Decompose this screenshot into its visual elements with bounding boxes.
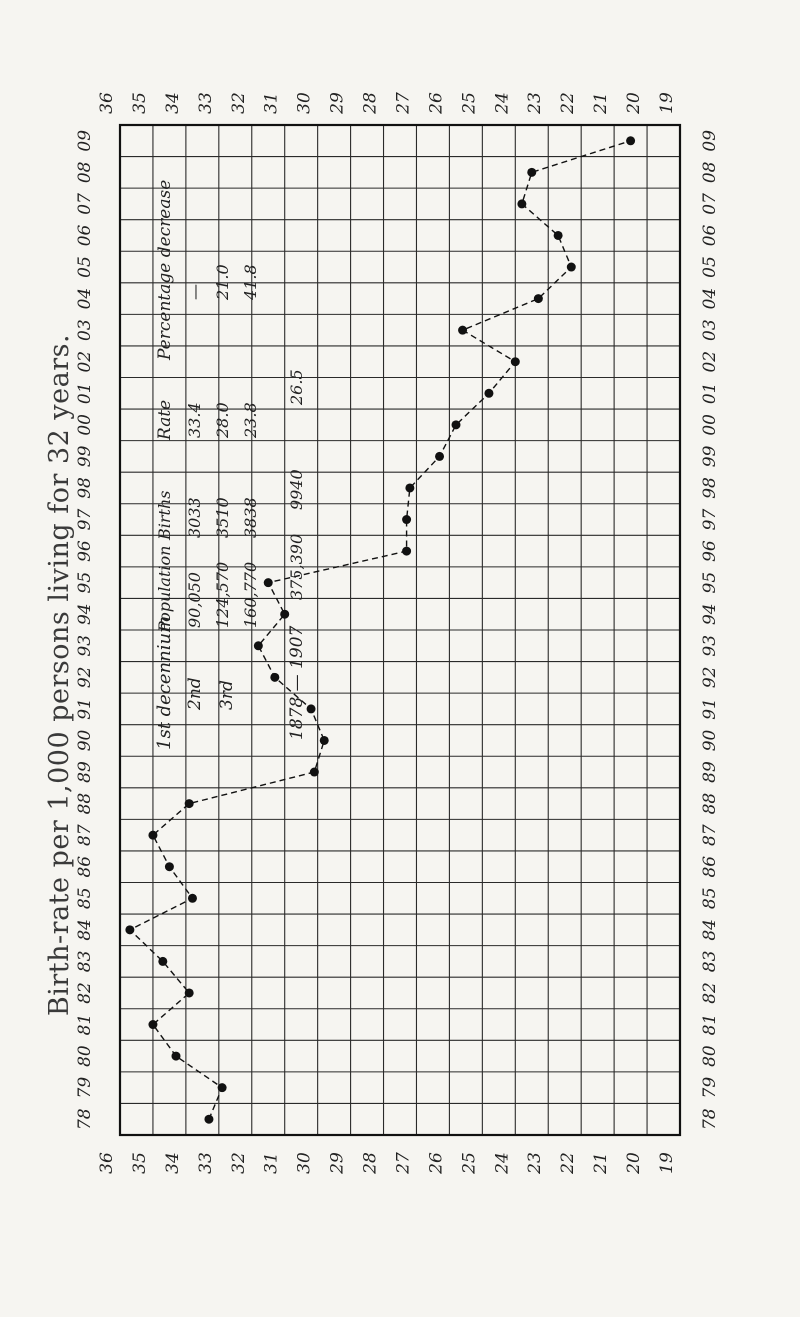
year-tick-label: 01: [75, 382, 95, 405]
rate-tick-label: 34: [162, 92, 183, 114]
year-tick-label: 09: [700, 129, 720, 152]
legend-rate-heading: Rate: [155, 399, 175, 440]
year-tick-label: 81: [75, 1013, 95, 1036]
year-tick-label: 89: [700, 761, 720, 783]
year-tick-label: 95: [700, 571, 720, 594]
legend-summary-births: 9940: [287, 469, 306, 510]
data-point: [165, 862, 174, 871]
year-tick-label: 85: [700, 887, 720, 910]
legend-row2-population: 124,570: [213, 561, 232, 628]
year-tick-label: 05: [700, 256, 720, 278]
year-tick-label: 04: [75, 287, 95, 310]
legend-summary-rate: 26.5: [287, 369, 306, 405]
rate-tick-label: 19: [657, 1152, 677, 1174]
rate-tick-label: 36: [97, 1152, 117, 1174]
data-point: [148, 1020, 157, 1029]
rate-tick-label: 24: [492, 1152, 513, 1174]
legend-row3-rate: 23.8: [241, 402, 260, 438]
rate-tick-label: 23: [525, 92, 546, 114]
rate-tick-label: 28: [360, 92, 381, 114]
data-point: [405, 483, 414, 492]
legend-row1-population: 90,050: [185, 572, 204, 628]
data-point: [185, 988, 194, 997]
data-point: [320, 736, 329, 745]
year-tick-label: 86: [700, 855, 720, 878]
rate-tick-label: 34: [162, 1152, 183, 1174]
year-tick-label: 03: [75, 319, 95, 341]
year-tick-label: 08: [700, 161, 720, 184]
legend-row1-label: 1st decennium: [154, 615, 175, 750]
year-tick-label: 78: [700, 1108, 720, 1131]
legend-summary-population: 375,390: [287, 533, 306, 600]
year-tick-label: 82: [700, 982, 720, 1004]
legend-row1-decrease: —: [185, 284, 204, 300]
legend-row1-births: 3033: [185, 497, 204, 538]
year-tick-label: 98: [75, 477, 95, 499]
year-tick-label: 06: [700, 224, 720, 247]
data-point: [527, 168, 536, 177]
data-point: [172, 1052, 181, 1061]
year-tick-label: 84: [700, 919, 720, 941]
year-tick-label: 99: [75, 445, 95, 468]
year-tick-label: 01: [700, 382, 720, 405]
rate-tick-label: 25: [459, 92, 480, 114]
year-tick-label: 81: [700, 1013, 720, 1036]
data-point: [254, 641, 263, 650]
chart-title: Birth-rate per 1,000 persons living for 32 years.: [44, 333, 75, 1017]
rate-tick-label: 28: [360, 1152, 381, 1174]
year-tick-label: 87: [700, 824, 720, 846]
year-tick-label: 80: [75, 1045, 95, 1067]
year-tick-label: 88: [75, 792, 95, 815]
year-tick-label: 89: [75, 761, 95, 783]
year-tick-label: 79: [700, 1076, 720, 1099]
rate-tick-label: 29: [327, 1152, 348, 1174]
rate-axis-top: [97, 92, 677, 115]
year-tick-label: 86: [75, 855, 95, 878]
data-point: [435, 452, 444, 461]
year-tick-label: 97: [75, 508, 95, 531]
data-point: [484, 389, 493, 398]
year-tick-label: 08: [75, 161, 95, 184]
year-tick-label: 99: [700, 445, 720, 468]
rate-tick-label: 31: [261, 1152, 282, 1174]
data-point: [626, 136, 635, 145]
data-point: [188, 894, 197, 903]
data-point: [567, 263, 576, 272]
rate-tick-label: 31: [261, 92, 282, 114]
year-tick-label: 94: [75, 603, 95, 626]
rate-tick-label: 30: [294, 92, 315, 114]
year-tick-label: 00: [700, 414, 720, 436]
year-tick-label: 87: [75, 824, 95, 846]
legend-row3-decrease: 41.8: [241, 264, 260, 300]
year-tick-label: 79: [75, 1076, 95, 1099]
rate-tick-label: 35: [129, 92, 150, 114]
data-point: [511, 357, 520, 366]
year-tick-label: 07: [700, 193, 720, 215]
data-point: [310, 768, 319, 777]
year-tick-label: 91: [75, 698, 95, 720]
year-tick-label: 78: [75, 1108, 95, 1131]
rate-tick-label: 33: [195, 92, 216, 114]
year-axis-left: [75, 130, 95, 1130]
year-tick-label: 90: [75, 729, 95, 752]
data-point: [280, 610, 289, 619]
year-tick-label: 80: [700, 1045, 720, 1067]
year-tick-label: 04: [700, 287, 720, 310]
year-tick-label: 95: [75, 571, 95, 594]
year-tick-label: 02: [700, 350, 720, 373]
data-point: [148, 831, 157, 840]
year-tick-label: 93: [75, 634, 95, 657]
rate-tick-label: 21: [591, 1152, 612, 1174]
rate-tick-label: 26: [426, 92, 447, 114]
rate-tick-label: 19: [657, 92, 677, 114]
chart-grid: [120, 125, 680, 1135]
year-tick-label: 83: [75, 950, 95, 973]
data-point: [402, 547, 411, 556]
rate-tick-label: 27: [393, 92, 414, 114]
rate-tick-label: 25: [459, 1152, 480, 1174]
year-tick-label: 85: [75, 887, 95, 910]
legend-row1-rate: 33.4: [185, 402, 204, 438]
rate-tick-label: 33: [195, 1152, 216, 1174]
year-tick-label: 92: [75, 666, 95, 689]
rate-tick-label: 21: [591, 92, 612, 114]
rate-tick-label: 29: [327, 92, 348, 114]
year-tick-label: 07: [75, 193, 95, 215]
legend-row3-births: 3838: [241, 497, 260, 538]
legend-summary-label: 1878 — 1907: [287, 625, 307, 740]
rate-tick-label: 26: [426, 1152, 447, 1174]
data-point: [264, 578, 273, 587]
rate-tick-label: 22: [558, 1152, 579, 1174]
legend-block: [154, 180, 307, 750]
data-point: [218, 1083, 227, 1092]
year-tick-label: 03: [700, 319, 720, 341]
rate-tick-label: 24: [492, 92, 513, 114]
year-tick-label: 93: [700, 634, 720, 657]
year-tick-label: 09: [75, 129, 95, 152]
year-tick-label: 90: [700, 729, 720, 752]
legend-row3-label: 3rd: [217, 680, 237, 710]
year-axis-right: [700, 130, 720, 1130]
rate-tick-label: 30: [294, 1152, 315, 1174]
year-tick-label: 82: [75, 982, 95, 1004]
year-tick-label: 83: [700, 950, 720, 973]
rate-tick-label: 20: [624, 92, 645, 114]
year-tick-label: 96: [75, 540, 95, 562]
year-tick-label: 00: [75, 414, 95, 436]
rate-tick-label: 22: [558, 92, 579, 114]
rate-tick-label: 35: [129, 1152, 150, 1174]
year-tick-label: 91: [700, 698, 720, 720]
rate-tick-label: 32: [228, 1152, 249, 1174]
rate-axis-bottom: [97, 1152, 677, 1175]
data-point: [458, 326, 467, 335]
year-tick-label: 84: [75, 919, 95, 941]
data-point: [307, 704, 316, 713]
data-point: [185, 799, 194, 808]
legend-decrease-heading: Percentage decrease: [155, 179, 175, 360]
data-point: [452, 420, 461, 429]
rate-tick-label: 32: [228, 92, 249, 114]
legend-row2-births: 3510: [213, 497, 232, 538]
data-point: [204, 1115, 213, 1124]
rate-tick-label: 20: [624, 1152, 645, 1174]
year-tick-label: 88: [700, 792, 720, 815]
rate-tick-label: 36: [97, 92, 117, 114]
legend-row3-population: 160,770: [241, 561, 260, 628]
data-point: [554, 231, 563, 240]
rate-tick-label: 27: [393, 1152, 414, 1174]
data-point: [270, 673, 279, 682]
data-point: [534, 294, 543, 303]
year-tick-label: 06: [75, 224, 95, 247]
data-point: [517, 199, 526, 208]
year-tick-label: 02: [75, 350, 95, 373]
legend-row2-decrease: 21.0: [213, 264, 232, 300]
rate-tick-label: 23: [525, 1152, 546, 1174]
data-point: [402, 515, 411, 524]
legend-row2-label: 2nd: [185, 677, 205, 710]
legend-population-heading: Population: [155, 545, 174, 632]
data-point: [158, 957, 167, 966]
year-tick-label: 05: [75, 256, 95, 278]
year-tick-label: 97: [700, 508, 720, 531]
data-point: [125, 925, 134, 934]
year-tick-label: 96: [700, 540, 720, 562]
legend-births-heading: Births: [155, 490, 174, 540]
year-tick-label: 98: [700, 477, 720, 499]
year-tick-label: 94: [700, 603, 720, 626]
year-tick-label: 92: [700, 666, 720, 689]
legend-row2-rate: 28.0: [213, 402, 232, 438]
